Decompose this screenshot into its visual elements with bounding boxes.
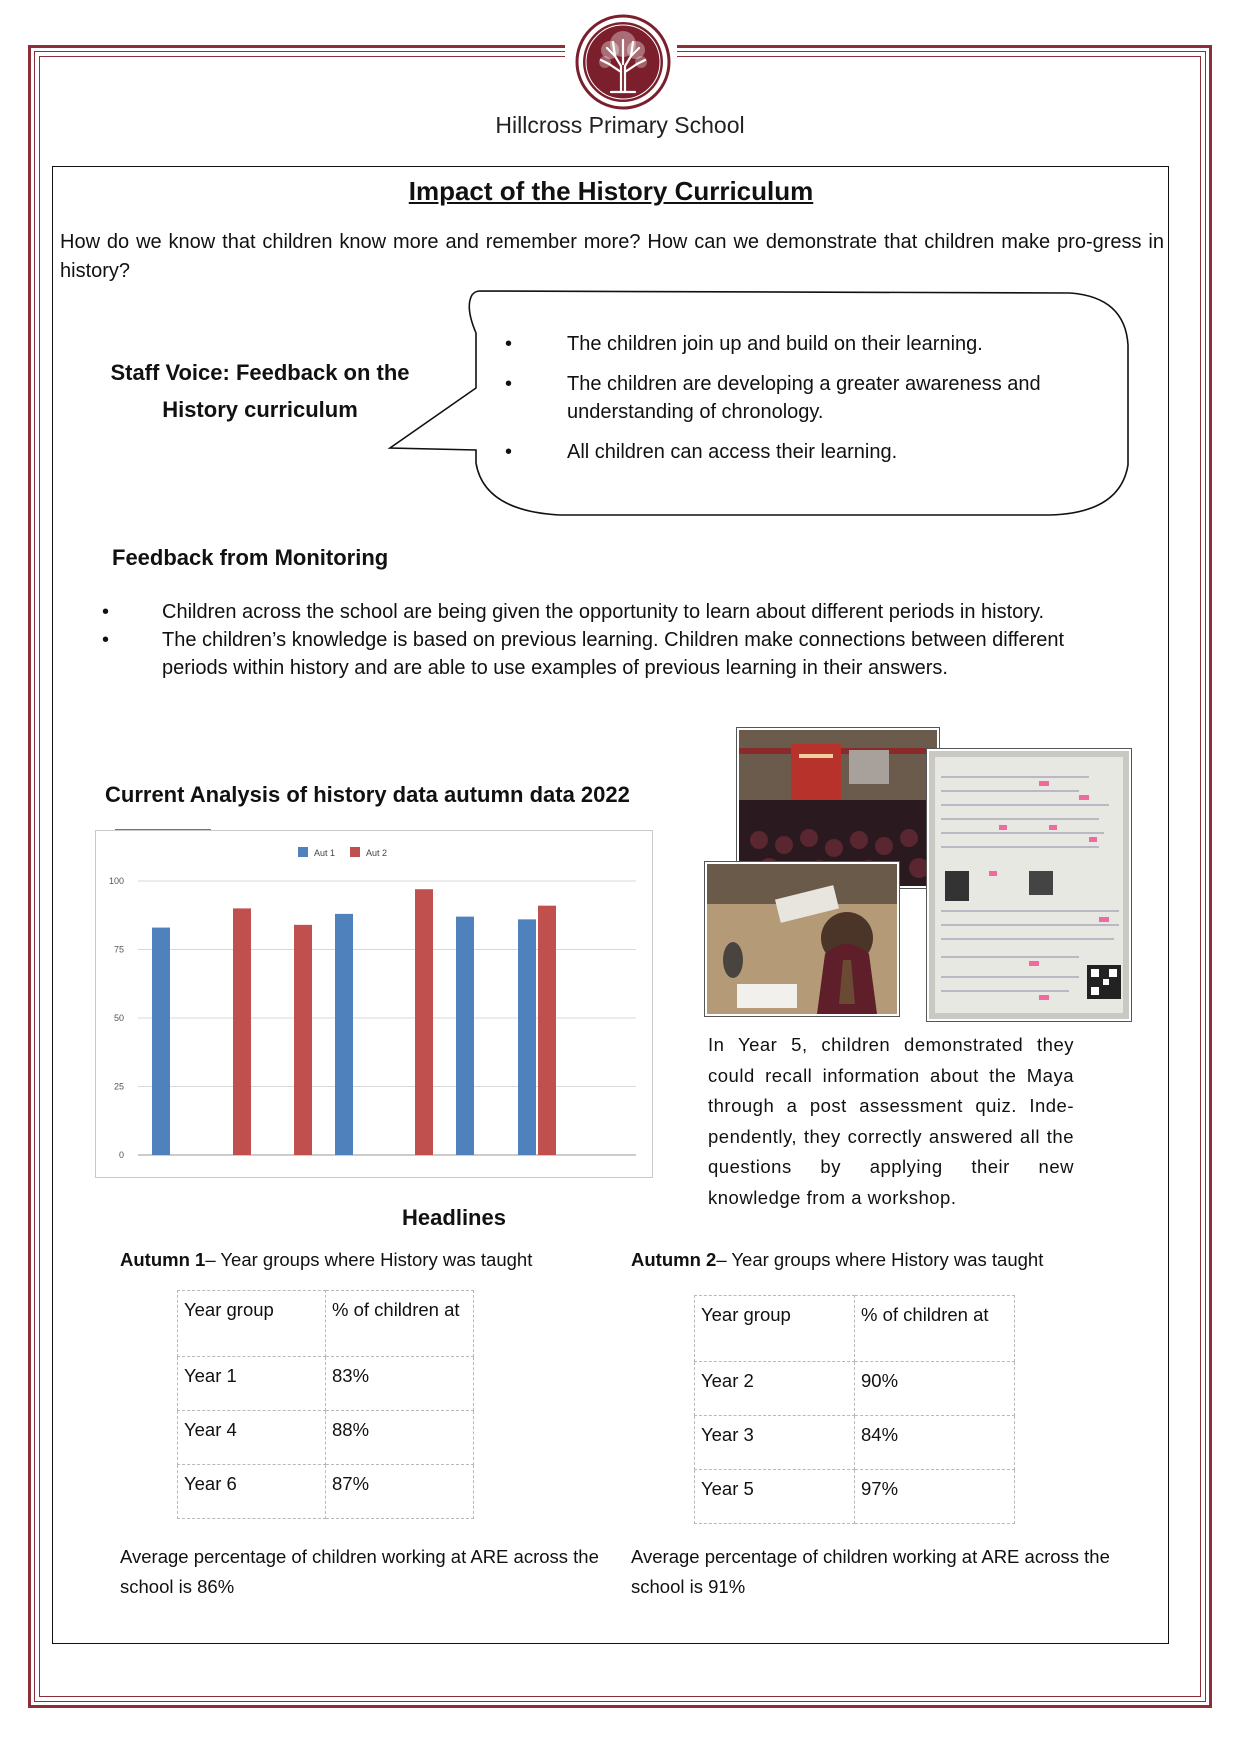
table-header-row — [178, 1291, 474, 1357]
staff-voice-item: • The children join up and build on their learning. — [505, 330, 1085, 358]
table-cell: 84% — [855, 1416, 1015, 1470]
legend-swatch — [298, 847, 308, 857]
table-header-cell: Year group — [695, 1296, 855, 1362]
table-cell: 87% — [326, 1465, 474, 1519]
table-cell: Year 4 — [178, 1411, 326, 1465]
autumn2-table — [694, 1295, 1015, 1524]
chart-container — [95, 830, 653, 1178]
monitoring-heading: Feedback from Monitoring — [112, 545, 389, 570]
bar — [518, 919, 536, 1155]
table-cell: 88% — [326, 1411, 474, 1465]
y-tick-label: 100 — [108, 876, 124, 886]
autumn1-table — [177, 1290, 474, 1519]
bar — [233, 908, 251, 1155]
autumn2-label-bold: Autumn 2 — [631, 1249, 717, 1270]
legend-swatch — [350, 847, 360, 857]
table-cell: Year 6 — [178, 1465, 326, 1519]
table-cell: Year 2 — [695, 1362, 855, 1416]
bar — [294, 925, 312, 1155]
photo-caption: In Year 5, children demonstrated they could recall information about the Maya through a post assessment quiz. Inde-pendently, they correctly answered all the questions by applying their new knowledge from a workshop. — [708, 1034, 1074, 1208]
table-row — [178, 1465, 474, 1519]
autumn1-label-bold: Autumn 1 — [120, 1249, 206, 1270]
legend-label: Aut 2 — [366, 848, 388, 858]
page-title: Impact of the History Curriculum — [408, 176, 814, 206]
quiz-worksheet-photo — [927, 749, 1131, 1021]
staff-voice-heading: Staff Voice: Feedback on the History curriculum — [110, 360, 410, 422]
table-header-cell: % of children at — [326, 1291, 474, 1357]
autumn1-average: Average percentage of children working at ARE across the school is 86% — [120, 1546, 599, 1597]
table-cell: Year 3 — [695, 1416, 855, 1470]
table-cell: 90% — [855, 1362, 1015, 1416]
intro-question: How do we know that children know more and remember more? How can we demonstrate that children make pro-gress in history? — [60, 231, 1164, 282]
bar — [456, 917, 474, 1155]
table-cell: Year 1 — [178, 1357, 326, 1411]
staff-voice-item: • The children are developing a greater awareness and understanding of chronology. — [505, 370, 1085, 426]
table-cell: 97% — [855, 1470, 1015, 1524]
child-artefact-photo — [705, 862, 899, 1016]
school-name: Hillcross Primary School — [495, 112, 745, 138]
y-tick-label: 25 — [113, 1081, 124, 1092]
staff-voice-list — [505, 330, 1085, 478]
table-row — [695, 1362, 1015, 1416]
monitoring-item: • The children’s knowledge is based on previous learning. Children make connections between different periods within history and are able to use examples of previous learning in their answers. — [102, 626, 1112, 682]
bar — [415, 889, 433, 1155]
chart-heading: Current Analysis of history data autumn data 2022 — [105, 782, 630, 807]
autumn2-label-rest: – Year groups where History was taught — [716, 1249, 1044, 1270]
staff-voice-item: • All children can access their learning. — [505, 438, 1085, 466]
headlines-heading: Headlines — [402, 1205, 506, 1230]
autumn1-label-rest: – Year groups where History was taught — [205, 1249, 533, 1270]
y-tick-label: 50 — [113, 1013, 124, 1023]
table-row — [695, 1470, 1015, 1524]
autumn2-label — [631, 1249, 1043, 1271]
monitoring-item: • Children across the school are being given the opportunity to learn about different periods in history. — [102, 598, 1112, 626]
bar-chart — [96, 831, 652, 1177]
autumn2-average: Average percentage of children working at ARE across the school is 91% — [631, 1546, 1110, 1597]
table-row — [178, 1357, 474, 1411]
autumn1-label — [120, 1249, 532, 1271]
table-cell: Year 5 — [695, 1470, 855, 1524]
y-tick-label: 75 — [113, 944, 124, 955]
bar — [152, 928, 170, 1155]
table-row — [695, 1416, 1015, 1470]
table-cell: 83% — [326, 1357, 474, 1411]
monitoring-list — [102, 598, 1112, 682]
table-header-cell: % of children at — [855, 1296, 1015, 1362]
table-header-row — [695, 1296, 1015, 1362]
bar — [335, 914, 353, 1155]
bar — [538, 906, 556, 1155]
legend-label: Aut 1 — [314, 848, 336, 858]
table-header-cell: Year group — [178, 1291, 326, 1357]
y-tick-label: 0 — [118, 1150, 124, 1160]
table-row — [178, 1411, 474, 1465]
tree-crest-logo — [575, 14, 671, 110]
